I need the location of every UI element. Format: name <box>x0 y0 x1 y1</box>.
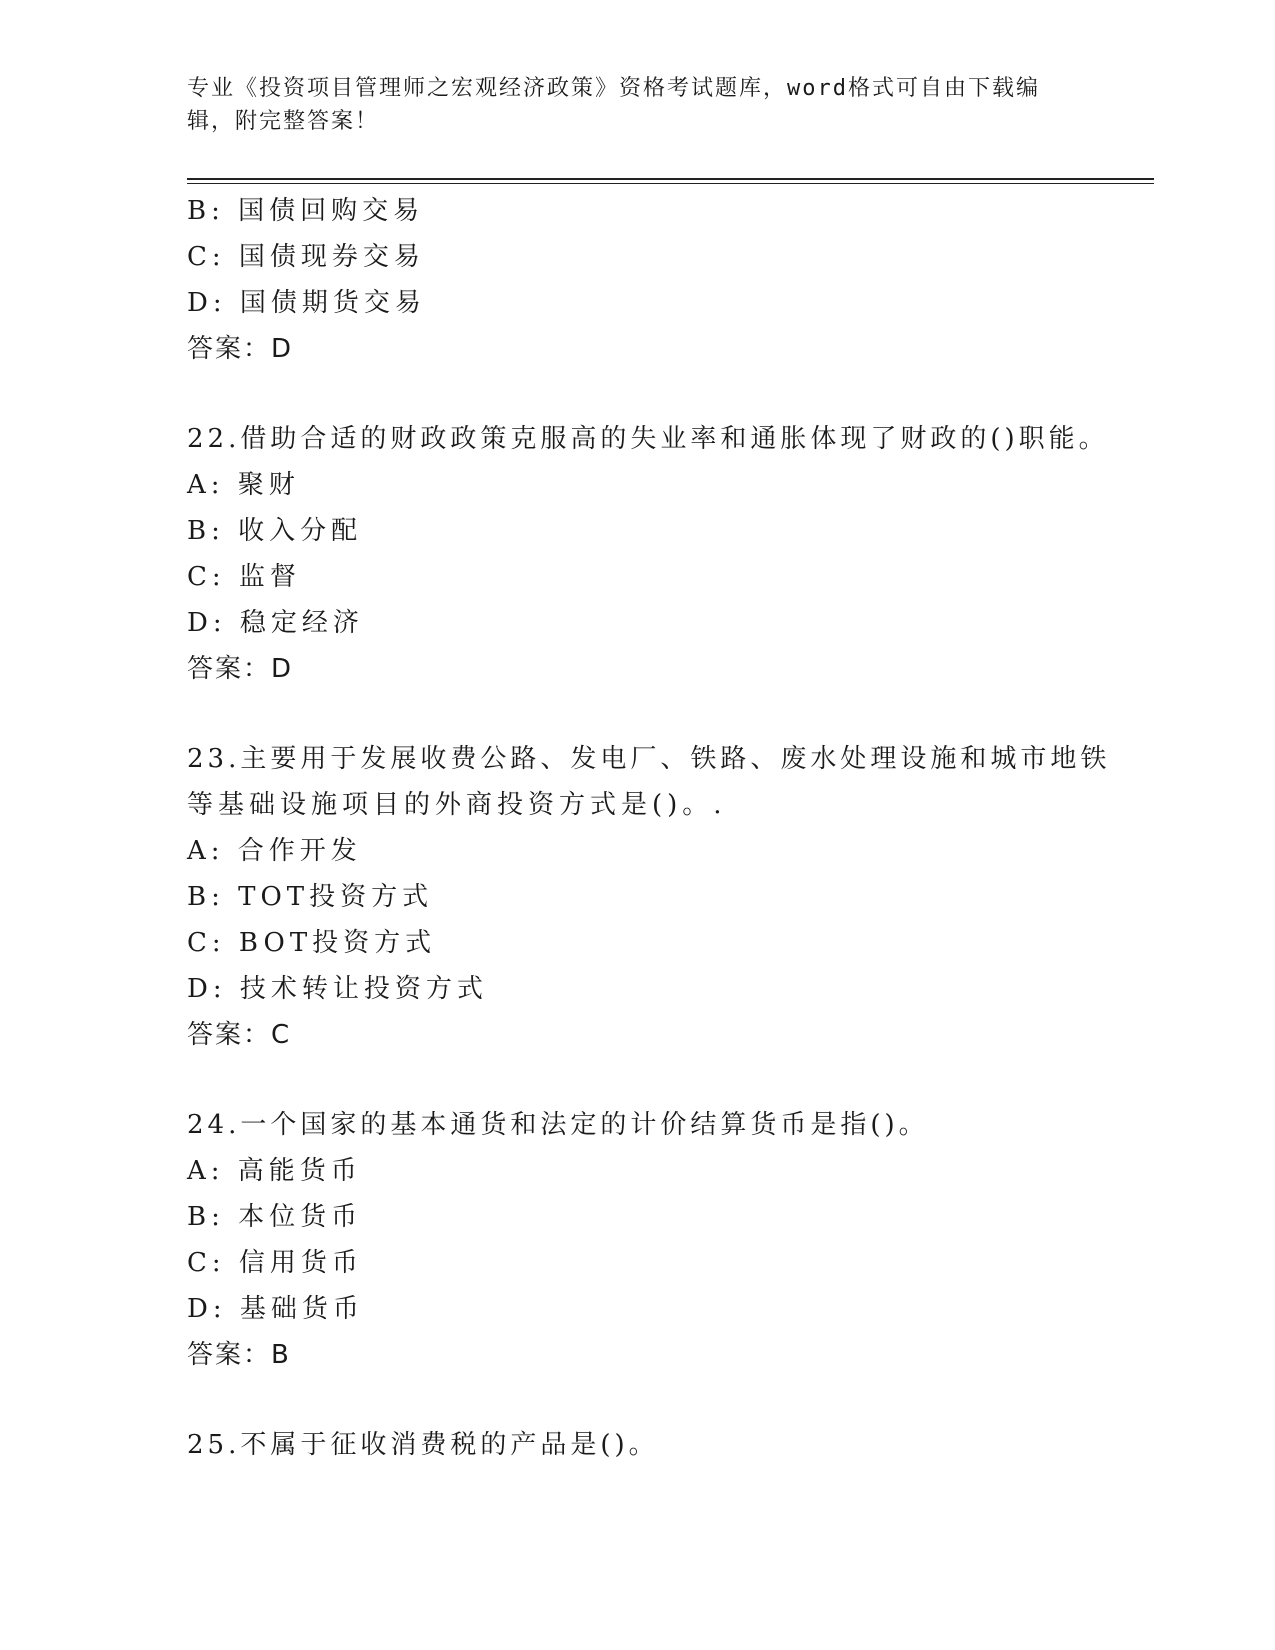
question-22 <box>187 416 1154 692</box>
question-24 <box>187 1102 1154 1378</box>
question-text: 24.一个国家的基本通货和法定的计价结算货币是指()。 <box>187 1110 929 1140</box>
question-23 <box>187 736 1154 1058</box>
header-line-2: 辑，附完整答案！ <box>187 109 380 134</box>
question-25 <box>187 1422 1154 1468</box>
question-text: 25.不属于征收消费税的产品是()。 <box>187 1430 659 1460</box>
option-d: D: 国债期货交易 <box>187 288 426 318</box>
option-c: C: 国债现券交易 <box>187 242 425 272</box>
option-d: D: 稳定经济 <box>187 608 364 638</box>
question-text-line-1: 23.主要用于发展收费公路、发电厂、铁路、废水处理设施和城市地铁 <box>187 744 1111 774</box>
option-b: B: TOT投资方式 <box>187 882 434 912</box>
answer: 答案：D <box>187 334 294 364</box>
question-list <box>187 188 1154 1468</box>
option-a: A: 合作开发 <box>187 836 362 866</box>
answer: 答案：D <box>187 654 294 684</box>
document-header <box>187 72 1087 138</box>
question-21 <box>187 188 1154 372</box>
option-c: C: 监督 <box>187 562 301 592</box>
header-divider-thick <box>187 178 1154 180</box>
answer: 答案：B <box>187 1340 291 1370</box>
option-b: B: 本位货币 <box>187 1202 363 1232</box>
question-text: 22.借助合适的财政政策克服高的失业率和通胀体现了财政的()职能。 <box>187 424 1109 454</box>
option-a: A: 聚财 <box>187 470 300 500</box>
option-c: C: 信用货币 <box>187 1248 363 1278</box>
option-b: B: 收入分配 <box>187 516 363 546</box>
header-line-1: 专业《投资项目管理师之宏观经济政策》资格考试题库，word格式可自由下载编 <box>187 76 1040 101</box>
option-d: D: 基础货币 <box>187 1294 364 1324</box>
option-a: A: 高能货币 <box>187 1156 362 1186</box>
option-d: D: 技术转让投资方式 <box>187 974 488 1004</box>
question-text-line-2: 等基础设施项目的外商投资方式是()。. <box>187 790 727 820</box>
answer: 答案：C <box>187 1020 292 1050</box>
header-divider-thin <box>187 183 1154 184</box>
option-b: B: 国债回购交易 <box>187 196 425 226</box>
option-c: C: BOT投资方式 <box>187 928 437 958</box>
